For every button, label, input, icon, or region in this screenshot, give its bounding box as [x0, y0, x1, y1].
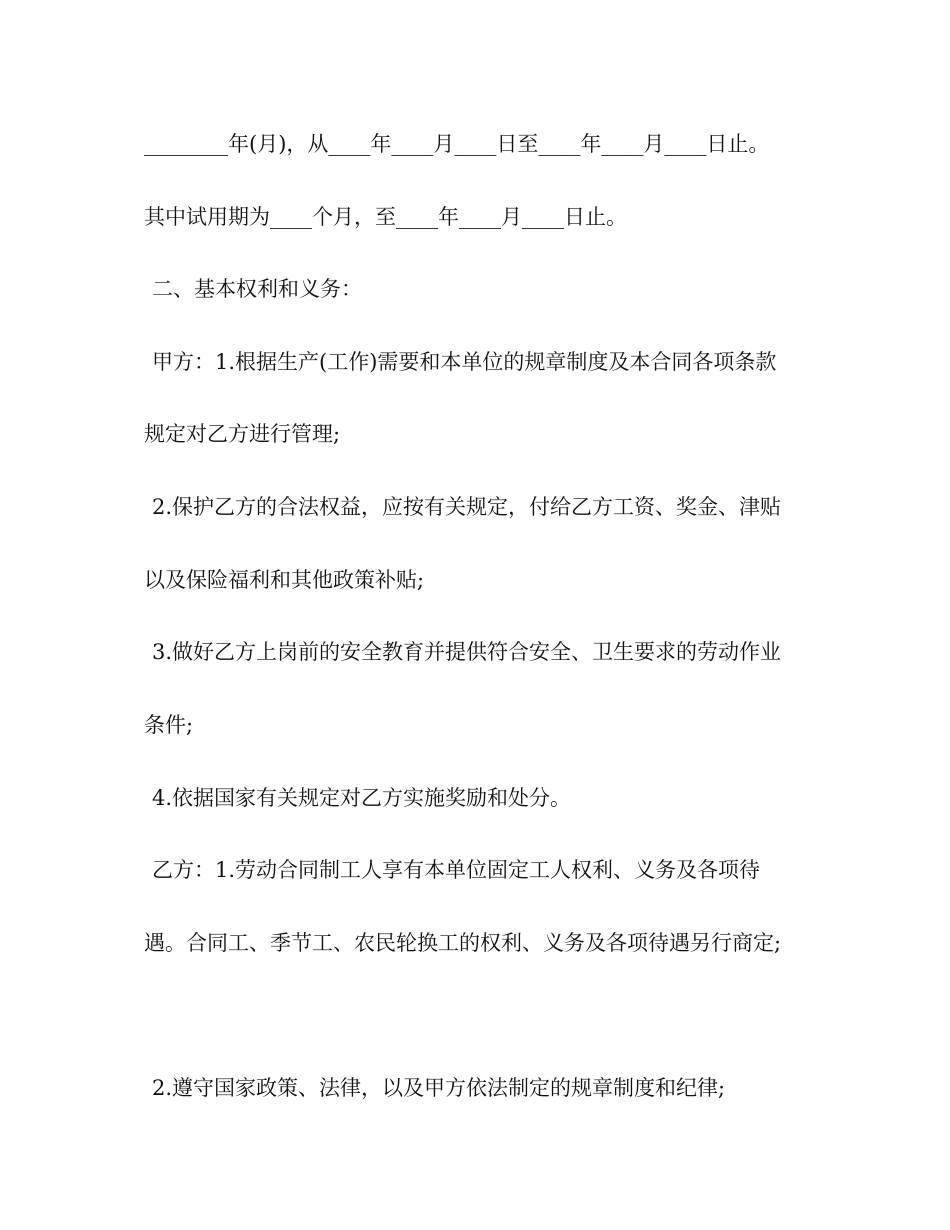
party-b-clause-2: 2.遵守国家政策、法律，以及甲方依法制定的规章制度和纪律;: [152, 1076, 726, 1100]
party-b-clause-1-line-2: 遇。合同工、季节工、农民轮换工的权利、义务及各项待遇另行商定;: [144, 931, 782, 955]
party-a-clause-1-line-1: 甲方：1.根据生产(工作)需要和本单位的规章制度及本合同各项条款: [152, 350, 777, 374]
party-a-clause-3-line-2: 条件;: [144, 713, 194, 737]
probation-period-line: 其中试用期为____个月，至____年____月____日止。: [144, 205, 627, 229]
contract-term-line: ________年(月)，从____年____月____日至____年____月____日止。: [144, 132, 770, 156]
party-b-clause-1-line-1: 乙方：1.劳动合同制工人享有本单位固定工人权利、义务及各项待: [152, 858, 761, 882]
party-a-clause-2-line-1: 2.保护乙方的合法权益，应按有关规定，付给乙方工资、奖金、津贴: [152, 495, 782, 519]
party-a-clause-2-line-2: 以及保险福利和其他政策补贴;: [144, 568, 425, 592]
party-a-clause-1-line-2: 规定对乙方进行管理;: [144, 422, 341, 446]
section-heading-rights-duties: 二、基本权利和义务：: [152, 277, 362, 301]
party-a-clause-4: 4.依据国家有关规定对乙方实施奖励和处分。: [152, 786, 572, 810]
party-a-clause-3-line-1: 3.做好乙方上岗前的安全教育并提供符合安全、卫生要求的劳动作业: [152, 640, 782, 664]
